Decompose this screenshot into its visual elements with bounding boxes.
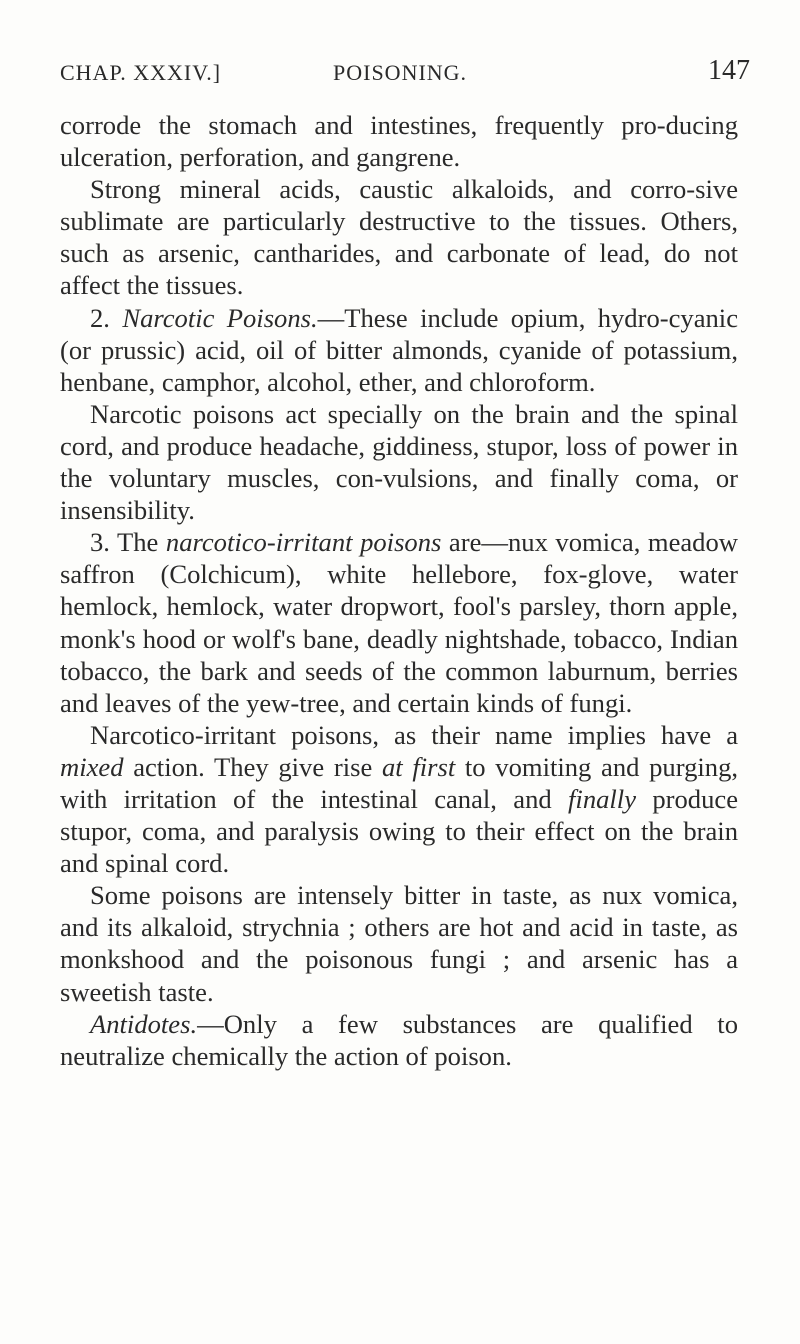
text-run: to vomiting and purging, with irritation of the intestinal canal, and	[60, 751, 739, 814]
section-heading-narcotico-irritant: narcotico-irritant poisons	[165, 527, 442, 558]
emphasis-at-first: at first	[381, 751, 456, 782]
paragraph-narcotico-irritant	[60, 526, 738, 719]
chapter-label: CHAP. XXXIV.]	[60, 60, 222, 85]
paragraph-mixed-action	[60, 719, 738, 879]
text-run: produce stupor, coma, and paralysis owing to their effect on the brain and spinal cord.	[60, 783, 739, 879]
emphasis-finally: finally	[568, 783, 636, 814]
emphasis-mixed: mixed	[60, 751, 124, 782]
paragraph-mineral-acids: Strong mineral acids, caustic alkaloids, and corro-sive sublimate are particularly destructive to the tissues. Others, such as arsenic, cantharides, and carbonate of lead, do not affect the tissues.	[60, 174, 738, 301]
section-number: 3. The	[90, 527, 159, 558]
page-body	[60, 109, 738, 1072]
section-heading-narcotic: Narcotic Poisons.	[122, 302, 318, 333]
page-number: 147	[708, 55, 750, 86]
section-text-narcotic: —These include opium, hydro-cyanic (or prussic) acid, oil of bitter almonds, cyanide of potassium, henbane, camphor, alcohol, ether, and chloroform.	[60, 302, 738, 397]
section-number: 2.	[90, 302, 110, 333]
section-text-antidotes: —Only a few substances are qualified to neutralize chemically the action of poison.	[60, 1008, 738, 1071]
paragraph-antidotes	[60, 1008, 738, 1072]
text-run: action. They give rise	[133, 751, 373, 782]
text-run: Narcotico-irritant poisons, as their name implies have a	[90, 719, 738, 750]
running-title: POISONING.	[333, 60, 468, 85]
paragraph-taste: Some poisons are intensely bitter in taste, as nux vomica, and its alkaloid, strychnia ; others are hot and acid in taste, as monkshood and the poisonous fungi ; and arsenic has a sweetish taste.	[60, 880, 738, 1007]
paragraph-continuation: corrode the stomach and intestines, frequently pro-ducing ulceration, perforation, and gangrene.	[60, 110, 738, 173]
section-heading-antidotes: Antidotes.	[90, 1008, 198, 1039]
paragraph-narcotic-poisons	[60, 302, 738, 398]
paragraph-narcotic-effects: Narcotic poisons act specially on the brain and the spinal cord, and produce headache, giddiness, stupor, loss of power in the voluntary muscles, con-vulsions, and finally coma, or insensibility.	[60, 398, 738, 526]
running-header	[60, 55, 750, 100]
section-text-narcotico-irritant: are—nux vomica, meadow saffron (Colchicum), white hellebore, fox-glove, water hemlock, hemlock, water dropwort, fool's parsley, thorn apple, monk's hood or wolf's bane, deadly nightshade, tobacco, Indian tobacco, the bark and seeds of the common laburnum, berries and leaves of the yew-tree, and certain kinds of fungi.	[60, 527, 738, 718]
